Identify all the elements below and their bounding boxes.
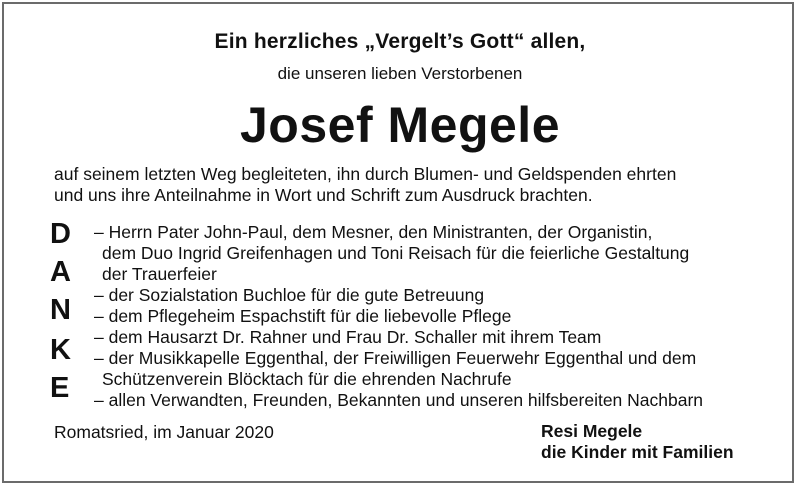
- signature-line: Resi Megele: [541, 421, 643, 441]
- danke-letter: E: [50, 372, 70, 404]
- thanks-line: dem Duo Ingrid Greifenhagen und Toni Reisach für die feierliche Gestaltung: [102, 243, 690, 263]
- heading-thanks: Ein herzliches „Vergelt’s Gott“ allen,: [214, 30, 586, 53]
- place-date: Romatsried, im Januar 2020: [54, 422, 274, 442]
- danke-letter: D: [50, 218, 71, 250]
- thanks-line: – der Musikkapelle Eggenthal, der Freiwilligen Feuerwehr Eggenthal und dem: [94, 348, 697, 368]
- thanks-line: – dem Pflegeheim Espachstift für die liebevolle Pflege: [94, 306, 512, 326]
- signature-line: die Kinder mit Familien: [541, 442, 734, 462]
- thanks-line: – allen Verwandten, Freunden, Bekannten und unseren hilfsbereiten Nachbarn: [94, 390, 704, 410]
- heading-subline: die unseren lieben Verstorbenen: [277, 64, 523, 83]
- thanks-line: – dem Hausarzt Dr. Rahner und Frau Dr. Schaller mit ihrem Team: [94, 327, 602, 347]
- danke-letter: N: [50, 294, 71, 326]
- intro-paragraph: [54, 164, 676, 206]
- thanks-line: – Herrn Pater John-Paul, dem Mesner, den Ministranten, der Organistin,: [94, 222, 653, 242]
- thanks-line: der Trauerfeier: [102, 264, 217, 284]
- danke-letter: K: [50, 334, 71, 366]
- intro-line: und uns ihre Anteilnahme in Wort und Schrift zum Ausdruck brachten.: [54, 185, 593, 205]
- deceased-name: Josef Megele: [239, 97, 560, 153]
- thanks-line: – der Sozialstation Buchloe für die gute Betreuung: [94, 285, 485, 305]
- thanks-line: Schützenverein Blöcktach für die ehrenden Nachrufe: [102, 369, 512, 389]
- danke-letter: A: [50, 256, 71, 288]
- intro-line: auf seinem letzten Weg begleiteten, ihn durch Blumen- und Geldspenden ehrten: [54, 164, 677, 184]
